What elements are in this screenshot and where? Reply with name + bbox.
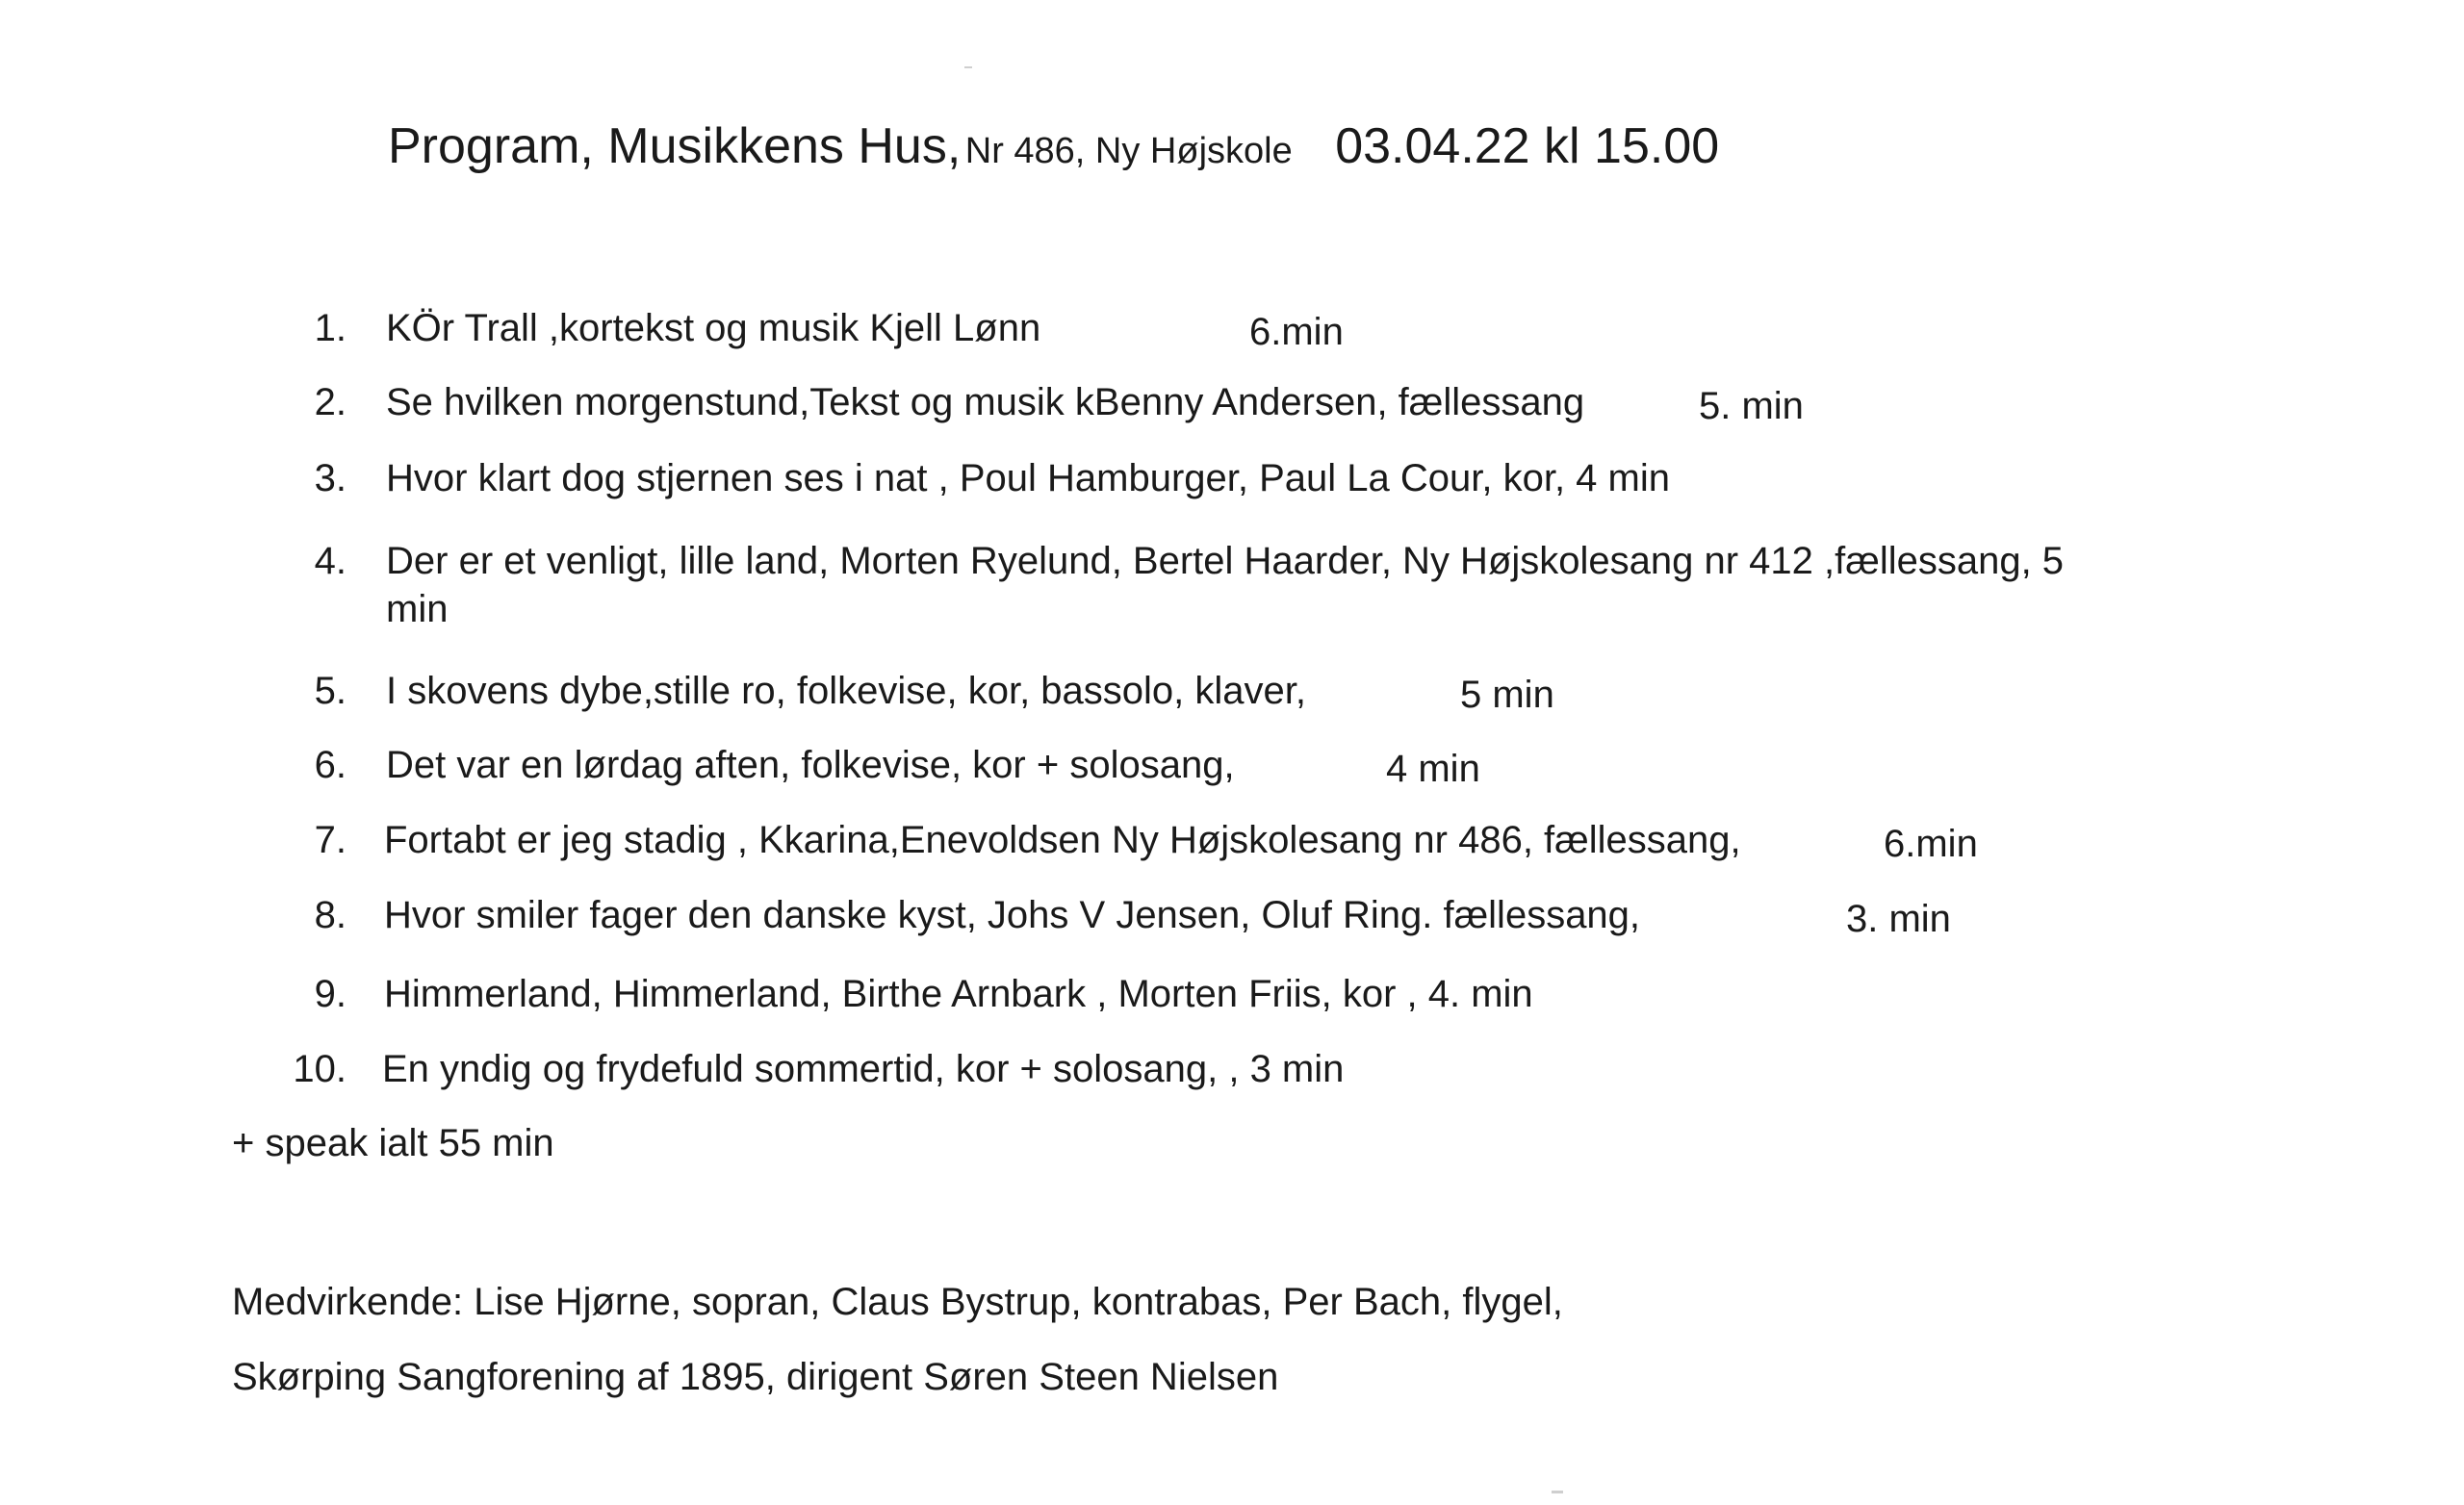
- program-item: [270, 309, 1713, 357]
- program-item: [270, 383, 1906, 431]
- item-text: Hvor klart dog stjernen ses i nat , Poul Hamburger, Paul La Cour, kor, 4 min: [386, 457, 1670, 499]
- item-duration: 6.min: [1249, 311, 1344, 353]
- program-item: [270, 542, 2194, 638]
- item-text-continued: min: [386, 588, 449, 630]
- program-item: [270, 746, 1906, 794]
- program-item: [270, 896, 2002, 944]
- item-duration: 4 min: [1386, 748, 1480, 790]
- item-number: 4.: [314, 540, 346, 582]
- program-item: [270, 821, 2002, 869]
- item-text: Fortabt er jeg stadig , Kkarina,Enevoldsen Ny Højskolesang nr 486, fællessang,: [384, 819, 1741, 861]
- item-text: Der er et venligt, lille land, Morten Ryelund, Bertel Haarder, Ny Højskolesang nr 412 ,fællessang, 5: [386, 540, 2065, 582]
- item-number: 7.: [314, 819, 346, 861]
- item-number: 5.: [314, 670, 346, 712]
- item-number: 8.: [314, 894, 346, 936]
- item-number: 1.: [314, 307, 346, 349]
- credits-line-2: Skørping Sangforening af 1895, dirigent Søren Steen Nielsen: [232, 1356, 1279, 1398]
- item-text: En yndig og frydefuld sommertid, kor + solosang, , 3 min: [382, 1048, 1345, 1090]
- title-date: 03.04.22 kl 15.00: [1335, 118, 1720, 174]
- credits-line-1: Medvirkende: Lise Hjørne, sopran, Claus Bystrup, kontrabas, Per Bach, flygel,: [232, 1281, 1563, 1323]
- total-duration: + speak ialt 55 min: [232, 1122, 554, 1164]
- item-text: Hvor smiler fager den danske kyst, Johs V Jensen, Oluf Ring. fællessang,: [384, 894, 1641, 936]
- item-text: Se hvilken morgenstund,Tekst og musik kBenny Andersen, fællessang: [386, 381, 1585, 423]
- program-item: [270, 459, 1906, 507]
- item-text: KÖr Trall ,kortekst og musik Kjell Lønn: [386, 307, 1041, 349]
- item-text: Himmerland, Himmerland, Birthe Arnbark , Morten Friis, kor , 4. min: [384, 973, 1533, 1015]
- title-venue: Program, Musikkens Hus,: [388, 118, 962, 174]
- page-title: [388, 118, 1720, 174]
- program-item: [270, 975, 1906, 1023]
- title-subtitle: Nr 486, Ny Højskole: [964, 131, 1293, 171]
- item-duration: 5. min: [1699, 385, 1804, 427]
- item-number: 2.: [314, 381, 346, 423]
- item-number: 6.: [314, 744, 346, 786]
- scan-speck: [964, 66, 972, 68]
- item-duration: 3. min: [1846, 898, 1951, 940]
- item-duration: 6.min: [1884, 823, 1978, 865]
- item-duration: 5 min: [1460, 674, 1554, 716]
- item-number: 9.: [314, 973, 346, 1015]
- program-item: [270, 1050, 1906, 1098]
- scan-speck: [1552, 1491, 1563, 1493]
- item-text: I skovens dybe,stille ro, folkevise, kor, bassolo, klaver,: [386, 670, 1306, 712]
- item-number: 10.: [293, 1048, 346, 1090]
- item-number: 3.: [314, 457, 346, 499]
- item-text: Det var en lørdag aften, folkevise, kor + solosang,: [386, 744, 1235, 786]
- program-item: [270, 672, 1906, 720]
